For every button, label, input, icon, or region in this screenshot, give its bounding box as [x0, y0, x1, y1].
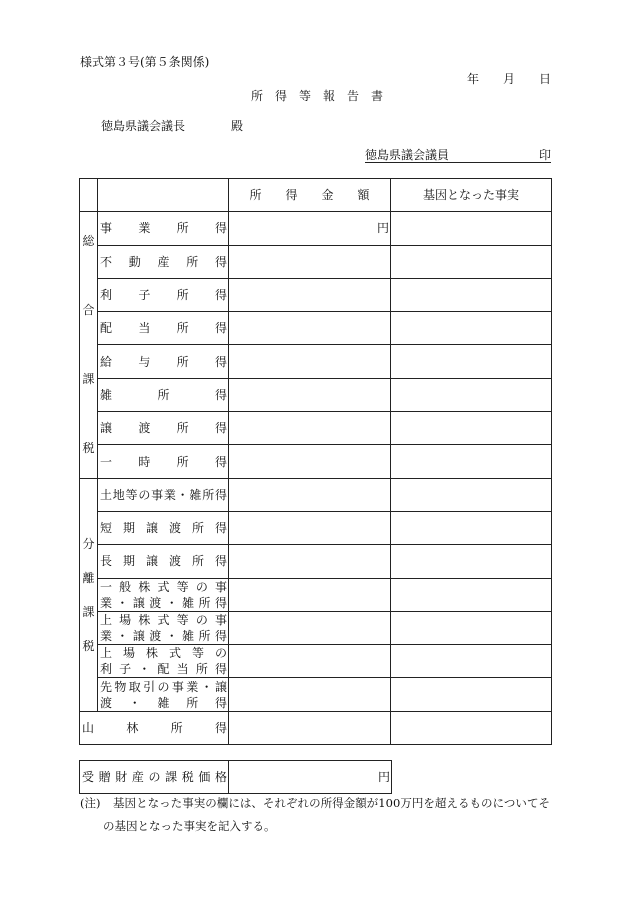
item-label-line: 一般株式等の事 — [100, 579, 235, 594]
amount-cell — [229, 678, 391, 711]
row-interest-income — [80, 278, 552, 311]
item-cell — [98, 212, 254, 245]
fact-cell — [391, 345, 552, 378]
item-label: 一時所得 — [100, 454, 254, 469]
group-cell-sogo — [80, 212, 98, 478]
fact-cell — [391, 245, 552, 278]
fact-cell — [391, 678, 552, 711]
amount-cell — [229, 578, 391, 611]
header-item-cell — [98, 179, 229, 212]
fact-cell — [391, 645, 552, 678]
item-label-line: 上場株式等の事 — [100, 613, 235, 627]
date-line: 年 月 日 — [467, 72, 552, 86]
amount-cell — [229, 245, 391, 278]
note-text-line: 基因となった事実の欄には、それぞれの所得金額が100万円を超えるものについてそ — [113, 796, 551, 810]
item-cell — [98, 611, 235, 644]
item-label: 山林所得 — [82, 720, 260, 735]
fact-cell — [391, 445, 552, 478]
form-number: 様式第３号(第５条関係) — [80, 55, 210, 69]
fact-cell — [391, 578, 552, 611]
row-land-business-misc-income — [80, 478, 552, 511]
reporter-signature-line — [365, 148, 551, 163]
yen-unit: 円 — [377, 770, 390, 784]
vertical-label-char: 総 — [82, 234, 95, 249]
vertical-label-char: 合 — [82, 303, 95, 318]
item-label: 事業所得 — [100, 221, 254, 236]
gift-label-cell — [80, 761, 232, 794]
row-futures-trading-income — [80, 678, 552, 711]
vertical-label-char: 課 — [82, 372, 95, 387]
header-row — [80, 179, 552, 212]
item-label: 配当所得 — [100, 321, 254, 336]
fact-cell — [391, 212, 552, 245]
row-business-income — [80, 212, 552, 245]
item-label: 長期譲渡所得 — [100, 554, 238, 569]
item-cell — [98, 445, 254, 478]
item-cell — [98, 545, 238, 578]
gift-property-table — [79, 760, 392, 794]
row-listed-stock-interest-dividend-income — [80, 645, 552, 678]
gift-row — [80, 761, 392, 794]
vertical-label-char: 課 — [82, 604, 95, 619]
header-fact: 基因となった事実 — [391, 179, 552, 212]
addressee-honorific: 殿 — [231, 119, 244, 133]
item-label-line: 利子・配当所得 — [100, 662, 235, 677]
item-cell — [98, 645, 238, 678]
group-label-sogo — [80, 235, 97, 454]
item-label: 譲渡所得 — [100, 421, 254, 436]
item-label-line: 業・譲渡・雑所得 — [100, 629, 232, 643]
item-cell — [98, 678, 244, 711]
item-cell — [98, 478, 229, 511]
item-cell — [98, 412, 254, 445]
reporter-name: 徳島県議会議員 — [365, 148, 450, 162]
row-dividend-income — [80, 312, 552, 345]
item-label: 雑所得 — [100, 387, 273, 402]
item-cell — [98, 345, 254, 378]
item-label: 利子所得 — [100, 288, 254, 303]
item-label: 給与所得 — [100, 354, 254, 369]
row-real-estate-income — [80, 245, 552, 278]
note-text-line: の基因となった事実を記入する。 — [103, 819, 276, 833]
item-label-line: 渡・雑所得 — [100, 695, 244, 710]
item-label-line: 先物取引の事業・譲 — [100, 679, 230, 694]
item-cell — [98, 511, 238, 544]
amount-cell — [229, 545, 391, 578]
fact-cell — [391, 278, 552, 311]
amount-cell — [229, 511, 391, 544]
row-transfer-income — [80, 412, 552, 445]
fact-cell — [391, 711, 552, 744]
fact-cell — [391, 611, 552, 644]
row-salary-income — [80, 345, 552, 378]
row-miscellaneous-income — [80, 378, 552, 411]
vertical-label-char: 税 — [82, 441, 95, 456]
item-cell — [80, 711, 260, 744]
row-listed-stock-income — [80, 611, 552, 644]
item-label-line: 業・譲渡・雑所得 — [100, 595, 232, 610]
row-general-stock-income — [80, 578, 552, 611]
fact-cell — [391, 545, 552, 578]
group-cell-bunri — [80, 478, 98, 711]
yen-unit: 円 — [376, 221, 389, 236]
gift-label: 受贈財産の課税価格 — [82, 770, 232, 784]
header-amount: 所 得 金 額 — [229, 179, 391, 212]
fact-cell — [391, 412, 552, 445]
row-occasional-income — [80, 445, 552, 478]
fact-cell — [391, 478, 552, 511]
fact-cell — [391, 511, 552, 544]
item-cell — [98, 278, 254, 311]
row-short-term-transfer-income — [80, 511, 552, 544]
item-label-line: 上場株式等の — [100, 646, 238, 661]
item-label: 不動産所得 — [100, 254, 244, 269]
item-cell — [98, 245, 244, 278]
fact-cell — [391, 378, 552, 411]
item-cell — [98, 578, 235, 611]
row-long-term-transfer-income — [80, 545, 552, 578]
header-group-cell — [80, 179, 98, 212]
item-label: 土地等の事業・雑所得 — [100, 487, 228, 502]
addressee-name: 徳島県議会議長 — [101, 119, 186, 133]
group-label-bunri — [80, 538, 97, 652]
seal-mark: 印 — [538, 148, 551, 162]
amount-cell — [229, 611, 391, 644]
vertical-label-char: 分 — [82, 536, 95, 551]
income-table — [79, 178, 552, 745]
amount-cell — [229, 478, 391, 511]
item-cell — [98, 378, 273, 411]
page-title: 所 得 等 報 告 書 — [251, 89, 384, 103]
row-timber-income — [80, 711, 552, 744]
fact-cell — [391, 312, 552, 345]
vertical-label-char: 離 — [82, 570, 95, 585]
amount-cell — [229, 645, 391, 678]
item-cell — [98, 312, 254, 345]
vertical-label-char: 税 — [82, 638, 95, 653]
item-label: 短期譲渡所得 — [100, 521, 238, 536]
note-label: (注) — [80, 796, 101, 810]
gift-amount-cell — [229, 761, 392, 794]
